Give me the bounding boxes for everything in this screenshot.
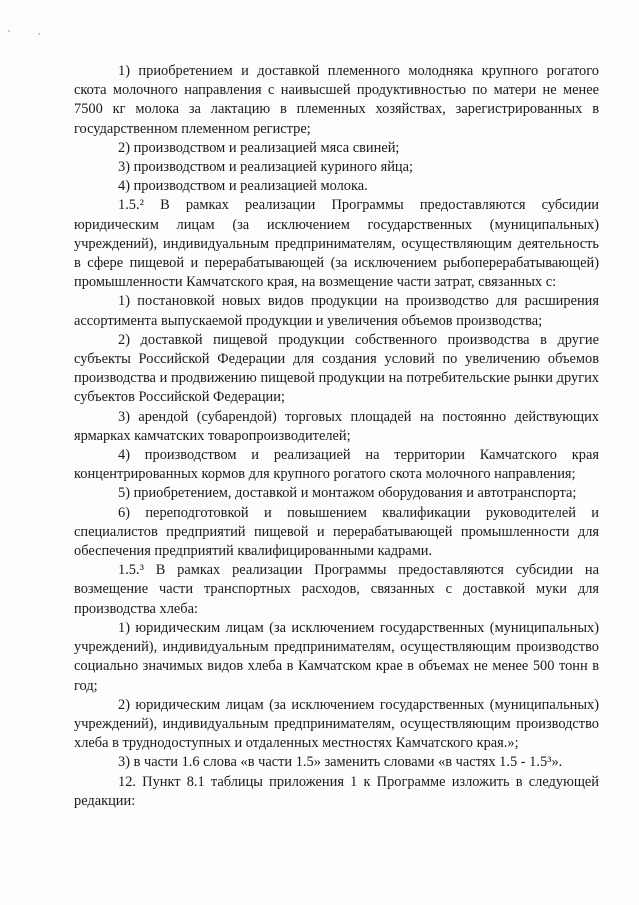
paragraph: 1.5.³ В рамках реализации Программы предоставляются субсидии на возмещение части транспортных расходов, связанных с доставкой муки для производства хлеба: [74, 562, 599, 617]
paragraph: 4) производством и реализацией на территории Камчатского края концентрированных кормов для крупного рогатого скота молочного направления; [74, 447, 599, 483]
paragraph: 6) переподготовкой и повышением квалификации руководителей и специалистов предприятий пищевой и перерабатывающей промышленности для обеспечения предприятий квалифицированными кадрами. [74, 504, 599, 560]
document-body [74, 62, 599, 811]
paragraph: 3) арендой (субарендой) торговых площадей на постоянно действующих ярмарках камчатских товаропроизводителей; [74, 408, 599, 444]
paragraph: 5) приобретением, доставкой и монтажом оборудования и автотранспорта; [118, 485, 577, 502]
paragraph: 1) юридическим лицам (за исключением государственных (муниципальных) учреждений), индивидуальным предпринимателям, осуществляющим производство социально значимых видов хлеба в Камчатском крае в объемах не менее 500 тонн в год; [74, 619, 599, 694]
paragraph: 4) производством и реализацией молока. [118, 178, 368, 195]
paragraph: 3) производством и реализацией куриного яйца; [118, 159, 413, 176]
paragraph: 3) в части 1.6 слова «в части 1.5» заменить словами «в частях 1.5 - 1.5³». [118, 754, 563, 771]
paragraph: 1.5.² В рамках реализации Программы предоставляются субсидии юридическим лицам (за исключением государственных (муниципальных) учреждений), индивидуальным предпринимателям, осуществляющим деятельность в сфере пищевой и перерабатывающей (за исключением рыбоперерабатывающей) промышленности Камчатского края, на возмещение части затрат, связанных с: [74, 197, 599, 291]
scan-speck [8, 30, 10, 32]
paragraph: 1) постановкой новых видов продукции на производство для расширения ассортимента выпускаемой продукции и увеличения объемов производства; [74, 293, 599, 329]
paragraph: 12. Пункт 8.1 таблицы приложения 1 к Программе изложить в следующей редакции: [74, 773, 599, 809]
paragraph: 2) юридическим лицам (за исключением государственных (муниципальных) учреждений), индивидуальным предпринимателям, осуществляющим производство хлеба в труднодоступных и отдаленных местностях Камчатского края.»; [74, 696, 599, 752]
paragraph: 1) приобретением и доставкой племенного молодняка крупного рогатого скота молочного направления с наивысшей продуктивностью по матери не менее 7500 кг молока за лактацию в племенных хозяйствах, зарегистрированных в государственном племенном регистре; [74, 63, 599, 137]
paragraph: 2) производством и реализацией мяса свиней; [118, 139, 400, 156]
scan-speck [38, 33, 40, 35]
paragraph: 2) доставкой пищевой продукции собственного производства в другие субъекты Российской Федерации для создания условий по увеличению объемов производства и продвижению пищевой продукции на потребительские рынки других субъектов Российской Федерации; [74, 331, 599, 406]
